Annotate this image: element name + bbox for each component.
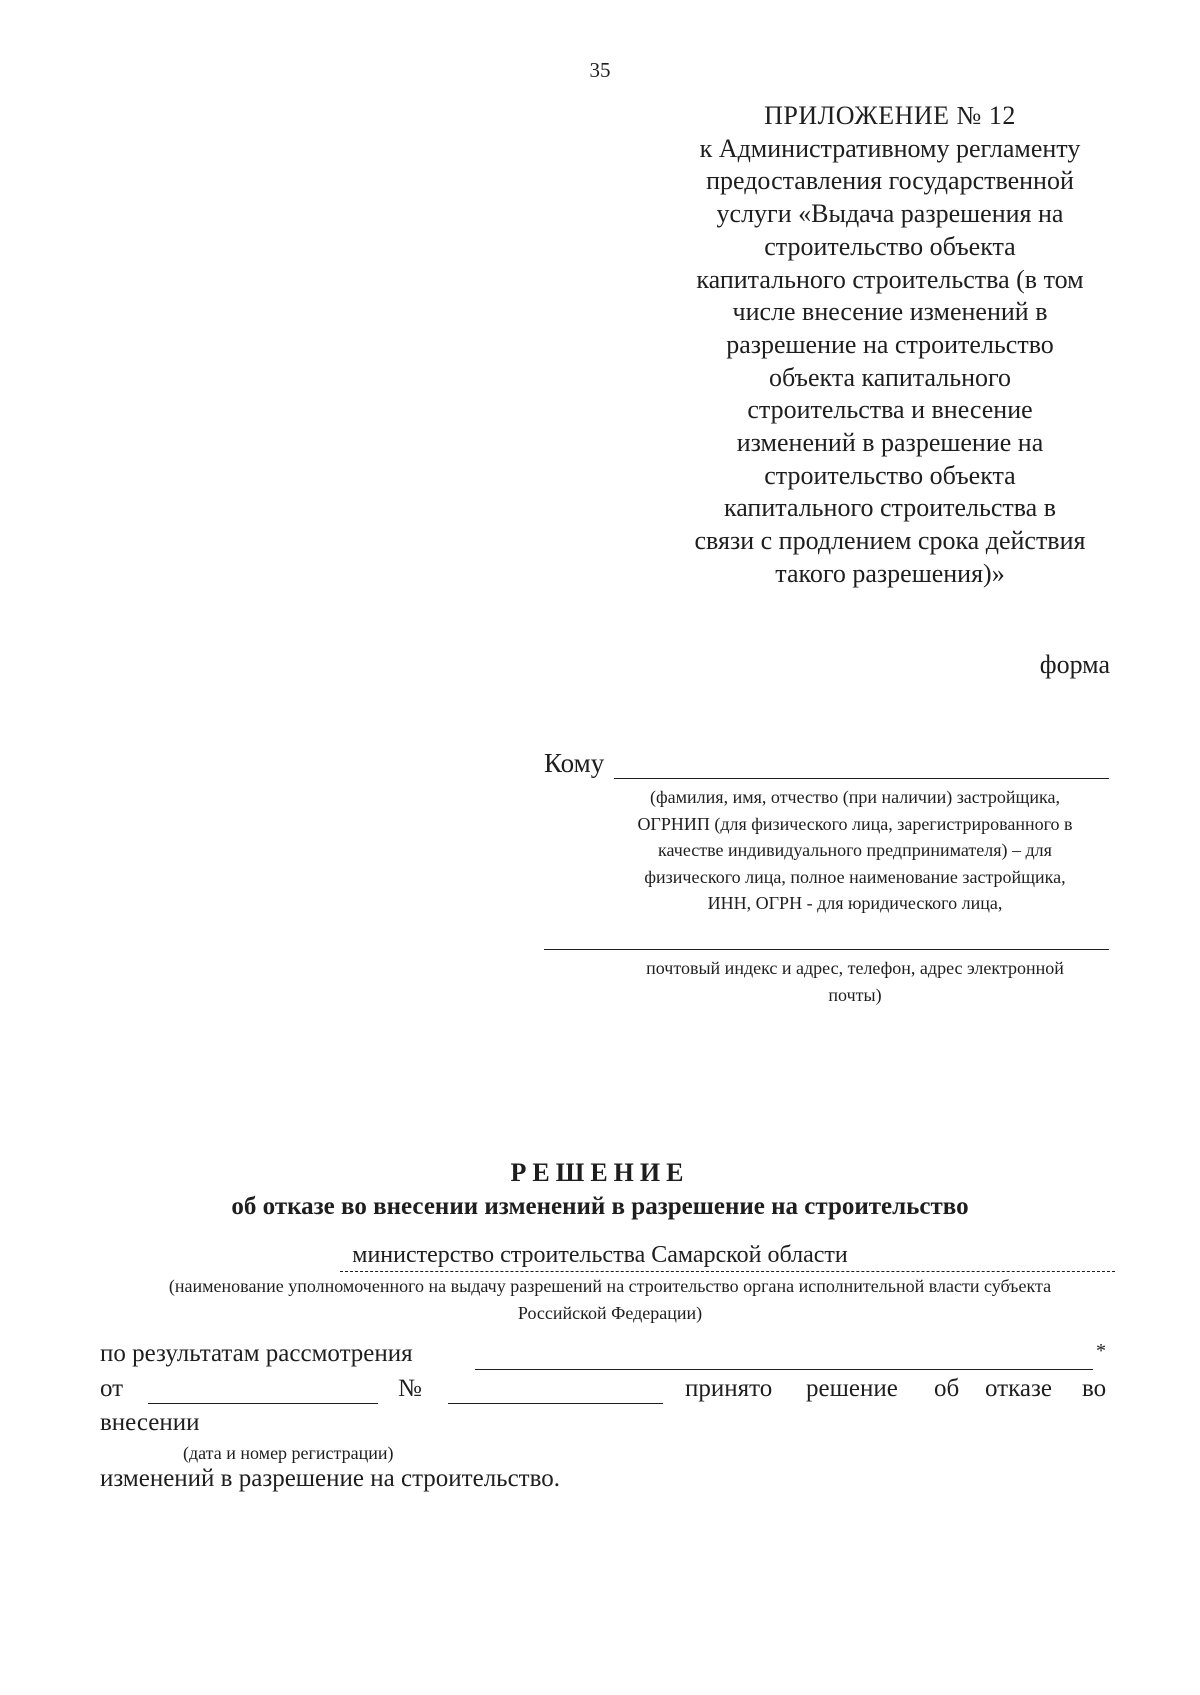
- appendix-line: связи с продлением срока действия: [694, 526, 1086, 556]
- number-field-line[interactable]: [448, 1403, 663, 1404]
- recipient-label: Кому: [544, 748, 605, 778]
- address-note-line: почтовый индекс и адрес, телефон, адрес электронной: [646, 958, 1064, 978]
- appendix-line: изменений в разрешение на: [736, 428, 1044, 458]
- decision-word: отказе: [985, 1375, 1052, 1402]
- asterisk-mark: *: [1096, 1340, 1106, 1362]
- form-label: форма: [1039, 650, 1110, 679]
- review-field-line[interactable]: [475, 1369, 1093, 1370]
- date-field-line[interactable]: [148, 1403, 378, 1404]
- decision-word: во: [1082, 1375, 1107, 1402]
- address-field-line[interactable]: [544, 949, 1109, 950]
- recipient-note-line: ИНН, ОГРН - для юридического лица,: [707, 893, 1003, 913]
- appendix-block: [660, 100, 1120, 591]
- appendix-line: строительства и внесение: [747, 395, 1033, 425]
- recipient-note-line: качестве индивидуального предпринимателя) – для: [658, 840, 1052, 860]
- page-number: 35: [589, 58, 611, 82]
- closing-text: изменений в разрешение на строительство.: [100, 1465, 560, 1492]
- recipient-note-line: (фамилия, имя, отчество (при наличии) застройщика,: [650, 787, 1060, 807]
- decision-word: принято: [685, 1375, 773, 1402]
- appendix-line: строительство объекта: [764, 460, 1016, 490]
- appendix-line: объекта капитального: [768, 362, 1012, 392]
- appendix-line: разрешение на строительство: [726, 329, 1054, 359]
- appendix-title: ПРИЛОЖЕНИЕ № 12: [764, 101, 1016, 130]
- decision-word: решение: [806, 1375, 898, 1402]
- appendix-line: числе внесение изменений в: [732, 297, 1048, 327]
- appendix-line: капитального строительства в: [724, 493, 1056, 523]
- appendix-line: капитального строительства (в том: [696, 264, 1084, 294]
- line-continuation: внесении: [100, 1409, 200, 1436]
- authority-field-line: [340, 1271, 1115, 1272]
- recipient-field-line[interactable]: [614, 778, 1109, 779]
- appendix-line: к Административному регламенту: [699, 133, 1081, 163]
- decision-subtitle: об отказе во внесении изменений в разрешение на строительство: [231, 1193, 969, 1220]
- address-note: [590, 955, 1120, 1008]
- decision-word: об: [934, 1375, 960, 1402]
- appendix-line: услуги «Выдача разрешения на: [716, 199, 1064, 229]
- authority-value: министерство строительства Самарской области: [352, 1242, 848, 1268]
- from-label: от: [100, 1375, 124, 1402]
- appendix-line: строительство объекта: [764, 231, 1016, 261]
- recipient-note-line: физического лица, полное наименование застройщика,: [644, 866, 1066, 887]
- appendix-line: такого разрешения)»: [775, 558, 1005, 588]
- review-label: по результатам рассмотрения: [100, 1340, 413, 1367]
- appendix-line: предоставления государственной: [706, 166, 1074, 196]
- registration-note: (дата и номер регистрации): [183, 1443, 394, 1463]
- recipient-note: [590, 784, 1120, 917]
- authority-note-line: (наименование уполномоченного на выдачу разрешений на строительство органа исполнительной власти субъекта: [168, 1276, 1052, 1296]
- decision-title: РЕШЕНИЕ: [510, 1158, 690, 1187]
- recipient-note-line: ОГРНИП (для физического лица, зарегистрированного в: [637, 813, 1073, 834]
- authority-note-line: Российской Федерации): [517, 1302, 703, 1323]
- authority-note: [95, 1273, 1125, 1326]
- address-note-line: почты): [828, 984, 882, 1005]
- number-label: №: [398, 1375, 422, 1402]
